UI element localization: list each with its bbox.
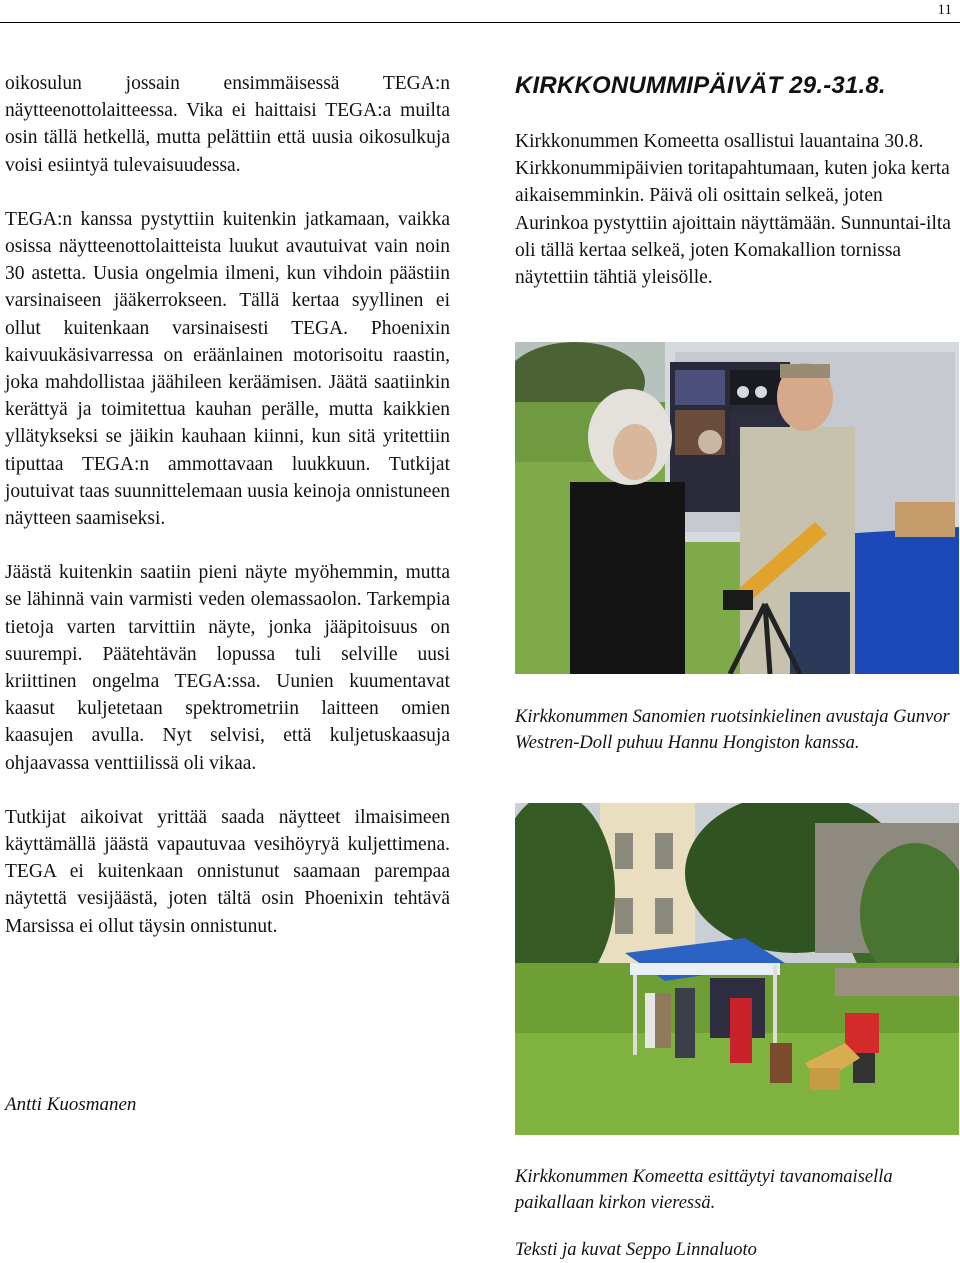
paragraph-4: Tutkijat aikoivat yrittää saada näytteet ilmaisimeen käyttämällä jäästä vapautuvaa vesihöyryä kuljettimena. TEGA ei kuitenkaan onnistunut saamaan parempaa näytettä vesijäästä, joten tältä osin Phoenixin tehtävä Marsissa ei ollut täysin onnistunut.	[5, 806, 450, 937]
photo-caption-1: Kirkkonummen Sanomien ruotsinkielinen avustaja Gunvor Westren-Doll puhuu Hannu Hongiston kanssa.	[515, 707, 950, 753]
paragraph-1: oikosulun jossain ensimmäisessä TEGA:n näytteenottolaitteessa. Vika ei haittaisi TEGA:a muilta osin tällä hetkellä, mutta pelättiin että uusia oikosulkuja voisi esiintyä tulevaisuudessa.	[5, 73, 450, 176]
author-signature: Antti Kuosmanen	[5, 1094, 137, 1115]
photo-stand-conversation	[515, 342, 959, 674]
paragraph-3: Jäästä kuitenkin saatiin pieni näyte myöhemmin, mutta se lähinnä vain varmisti veden olemassaolon. Tarkempia tietoja varten tarvittiin näyte, jonka jääpitoisuus on suurempi. Päätehtävän lopussa tuli selville uusi kriittinen ongelma TEGA:ssa. Uunien kuumentavat kaasut kuljetetaan spektrometriin laitteen omien kaasujen avulla. Nyt selvisi, että kuljetuskaasuja ohjaavassa venttiilissä oli vikaa.	[5, 562, 450, 774]
photo-caption-2: Kirkkonummen Komeetta esittäytyi tavanomaisella paikallaan kirkon vieressä.	[515, 1167, 893, 1213]
photo-church-tent	[515, 803, 959, 1135]
article-heading: KIRKKONUMMIPÄIVÄT 29.-31.8.	[515, 72, 886, 99]
page-number: 11	[937, 2, 952, 18]
photo-credit: Teksti ja kuvat Seppo Linnaluoto	[515, 1240, 757, 1260]
left-column	[5, 70, 450, 940]
header-rule	[0, 22, 960, 23]
intro-paragraph: Kirkkonummen Komeetta osallistui lauantaina 30.8. Kirkkonummipäivien toritapahtumaan, kuten joka kerta aikaisemminkin. Päivä oli osittain selkeä, joten Aurinkoa pystyttiin ajoittain näyttämään. Sunnuntai-ilta oli tällä kertaa selkeä, joten Komakallion tornissa näytettiin tähtiä yleisölle.	[515, 131, 951, 289]
paragraph-2: TEGA:n kanssa pystyttiin kuitenkin jatkamaan, vaikka osissa näytteenottolaitteista luukut avautuivat vain noin 30 astetta. Uusia ongelmia ilmeni, kun vihdoin päästiin varsinaiseen jääkerrokseen. Tällä kertaa syyllinen ei ollut kuitenkaan varsinaisesti TEGA. Phoenixin kaivuukäsivarressa on eräänlainen motorisoitu raastin, joka mahdollistaa jäähileen keräämisen. Jäätä saatiinkin kerättyä ja toimitettua kauhan perälle, mutta kaikkien yllätykseksi se jäikin kauhaan kiinni, kun sitä yritettiin tiputtaa TEGA:n ammottavaan luukkuun. Tutkijat joutuivat taas suunnittelemaan uusia keinoja onnistuneen näytteen saamiseksi.	[5, 208, 450, 530]
